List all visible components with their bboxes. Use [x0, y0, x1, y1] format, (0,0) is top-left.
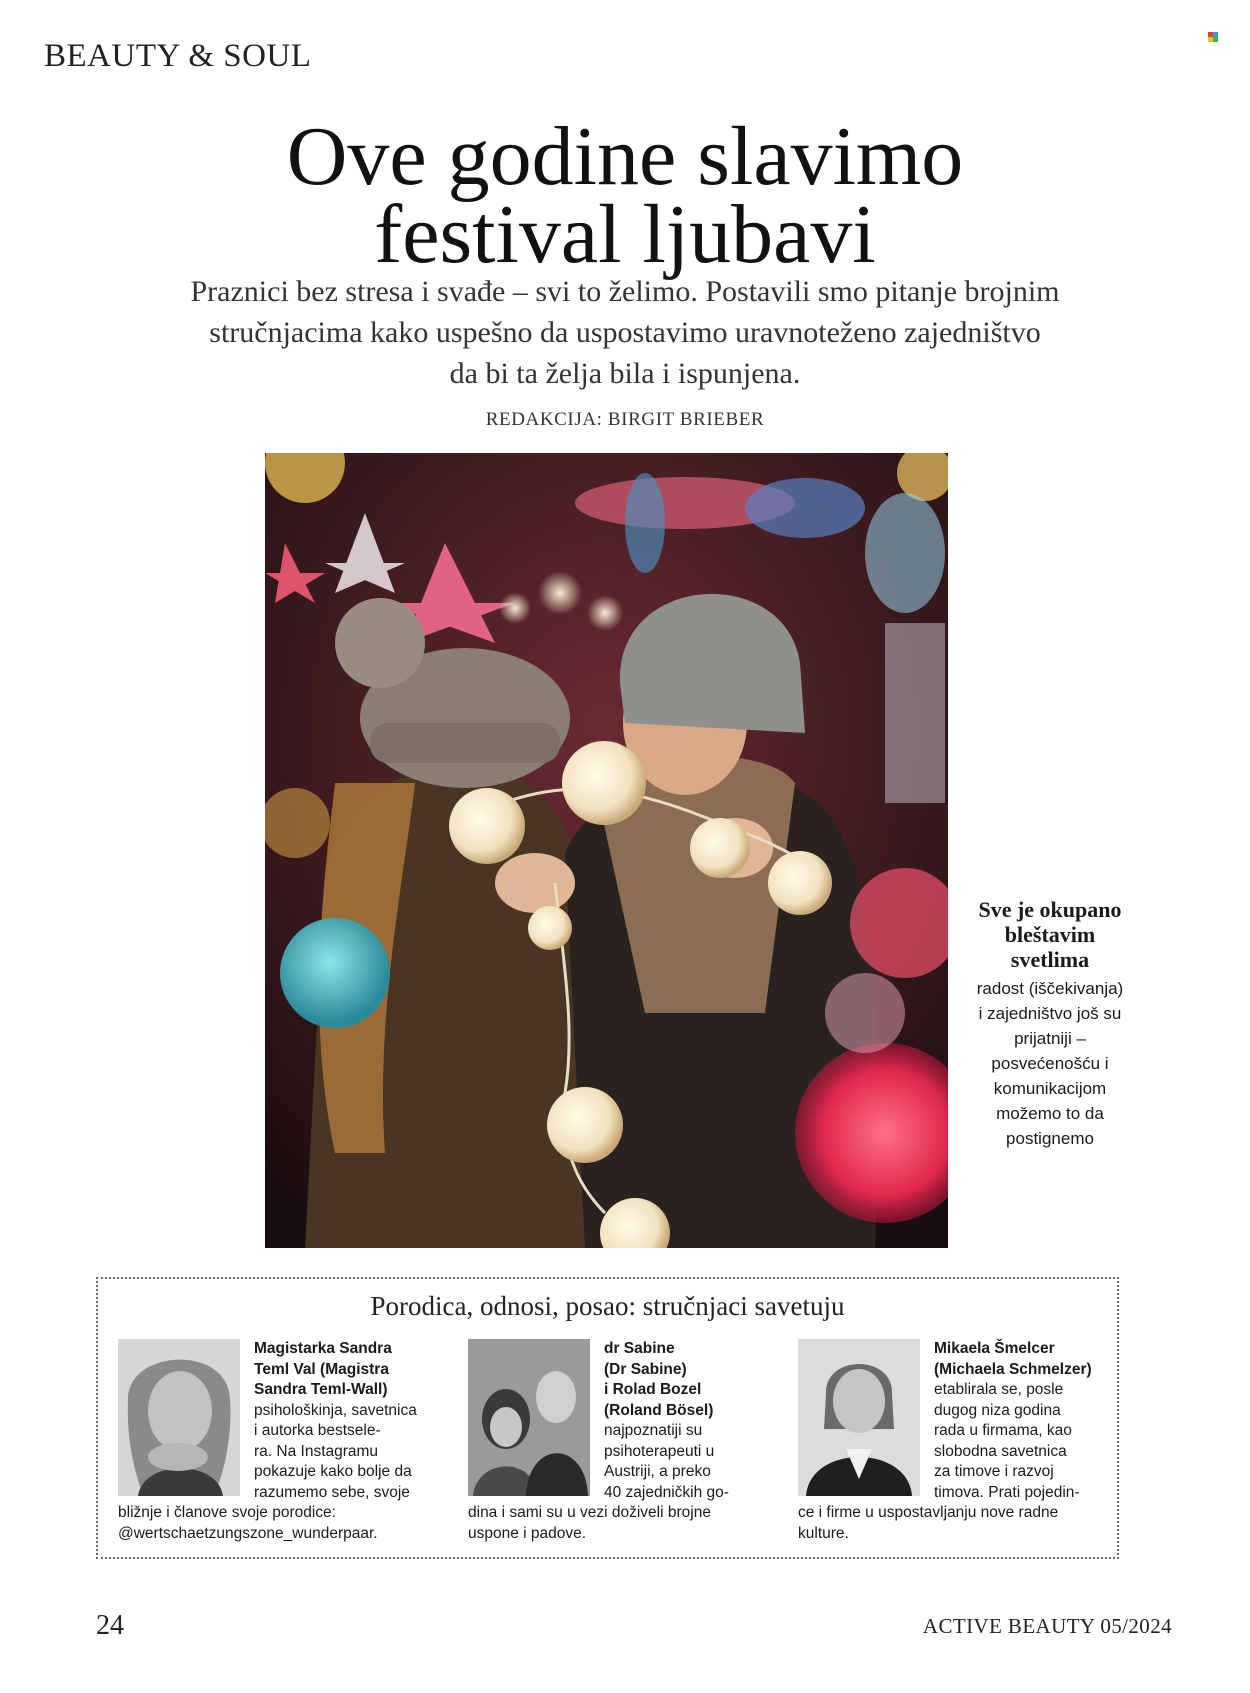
expert-bio-line: rada u firmama, kao — [934, 1422, 1072, 1439]
expert-bio-line: ce i firme u uspostavljanju nove radne — [798, 1504, 1059, 1521]
caption-body — [965, 976, 1135, 1151]
caption-title — [965, 897, 1135, 972]
expert-name-line: Sandra Teml-Wall) — [254, 1381, 388, 1398]
expert-bio-line: razumemo sebe, svoje — [254, 1483, 410, 1501]
expert-bio-line: Austriji, a preko — [604, 1463, 711, 1480]
lead-line: Praznici bez stresa i svađe – svi to želimo. Postavili smo pitanje brojnim — [190, 275, 1060, 308]
expert-name-line: Magistarka Sandra — [254, 1340, 392, 1357]
caption-body-line: postignemo — [1006, 1129, 1094, 1148]
caption-body-line: posvećenošću i — [991, 1054, 1109, 1073]
caption-body-line: i zajedništvo još su — [978, 1004, 1122, 1023]
lead-line: da bi ta želja bila i ispunjena. — [449, 357, 801, 390]
expert-bio-line: etablirala se, posle — [934, 1381, 1064, 1398]
expert-box-title: Porodica, odnosi, posao: stručnjaci savetuju — [370, 1291, 845, 1321]
expert-name-line: i Rolad Bozel — [604, 1381, 702, 1398]
expert-bio-line: najpoznatiji su — [604, 1422, 703, 1439]
expert-name-line: Mikaela Šmelcer — [934, 1340, 1055, 1357]
expert-bio-line: dina i sami su u vezi doživeli brojne — [468, 1504, 711, 1521]
expert-sabine-roland-boesel — [468, 1339, 768, 1544]
expert-name-line: (Michaela Schmelzer) — [934, 1360, 1092, 1378]
photo-caption — [965, 897, 1135, 1151]
expert-michaela-schmelzer — [798, 1339, 1103, 1544]
expert-bio-line: uspone i padove. — [468, 1524, 587, 1542]
expert-name-line: Teml Val (Magistra — [254, 1360, 389, 1378]
expert-bio-line: i autorka bestsele- — [254, 1422, 381, 1439]
page-number: 24 — [96, 1610, 124, 1641]
caption-body-line: komunikacijom — [993, 1079, 1107, 1098]
couple-christmas-lights-photo — [265, 453, 948, 1248]
byline: REDAKCIJA: BIRGIT BRIEBER — [485, 409, 765, 430]
expert-bio-line: slobodna savetnica — [934, 1442, 1067, 1460]
headline — [0, 110, 1250, 281]
headline-line: Ove godine slavimo — [286, 110, 964, 203]
expert-bio-line: bližnje i članove svoje porodice: — [118, 1504, 336, 1521]
headline-line: festival ljubavi — [374, 188, 876, 281]
expert-bio-line: za timove i razvoj — [934, 1463, 1054, 1480]
expert-bio-line: psihološkinja, savetnica — [254, 1401, 417, 1419]
expert-bio-line: dugog niza godina — [934, 1401, 1061, 1419]
expert-portrait — [118, 1339, 240, 1496]
caption-title-line: bleštavim — [1004, 922, 1096, 947]
lead-line: stručnjacima kako uspešno da uspostavimo uravnoteženo zajedništvo — [209, 316, 1041, 349]
magazine-issue: ACTIVE BEAUTY 05/2024 — [922, 1614, 1172, 1638]
registration-mark-icon — [1208, 32, 1218, 42]
lead-paragraph — [100, 271, 1150, 394]
caption-body-line: radost (iščekivanja) — [976, 979, 1124, 998]
expert-name-line: (Roland Bösel) — [604, 1401, 714, 1419]
caption-title-line: svetlima — [1010, 947, 1090, 972]
expert-bio-line: @wertschaetzungszone_wunderpaar. — [118, 1524, 378, 1542]
expert-name-line: (Dr Sabine) — [604, 1360, 687, 1378]
expert-name-line: dr Sabine — [604, 1340, 675, 1357]
expert-portrait — [468, 1339, 590, 1496]
expert-bio-line: pokazuje kako bolje da — [254, 1463, 412, 1480]
caption-body-line: prijatniji – — [1014, 1029, 1086, 1048]
expert-portrait — [798, 1339, 920, 1496]
expert-bio-line: psihoterapeuti u — [604, 1442, 715, 1460]
section-label: BEAUTY & SOUL — [44, 38, 312, 74]
expert-bio-line: kulture. — [798, 1524, 849, 1542]
expert-bio-line: timova. Prati pojedin- — [934, 1483, 1080, 1501]
expert-bio-line: 40 zajedničkih go- — [604, 1483, 729, 1501]
expert-box — [96, 1277, 1119, 1559]
caption-title-line: Sve je okupano — [978, 897, 1122, 922]
expert-sandra-teml-wall — [118, 1339, 418, 1544]
caption-body-line: možemo to da — [996, 1104, 1104, 1123]
expert-bio-line: ra. Na Instagramu — [254, 1442, 379, 1460]
